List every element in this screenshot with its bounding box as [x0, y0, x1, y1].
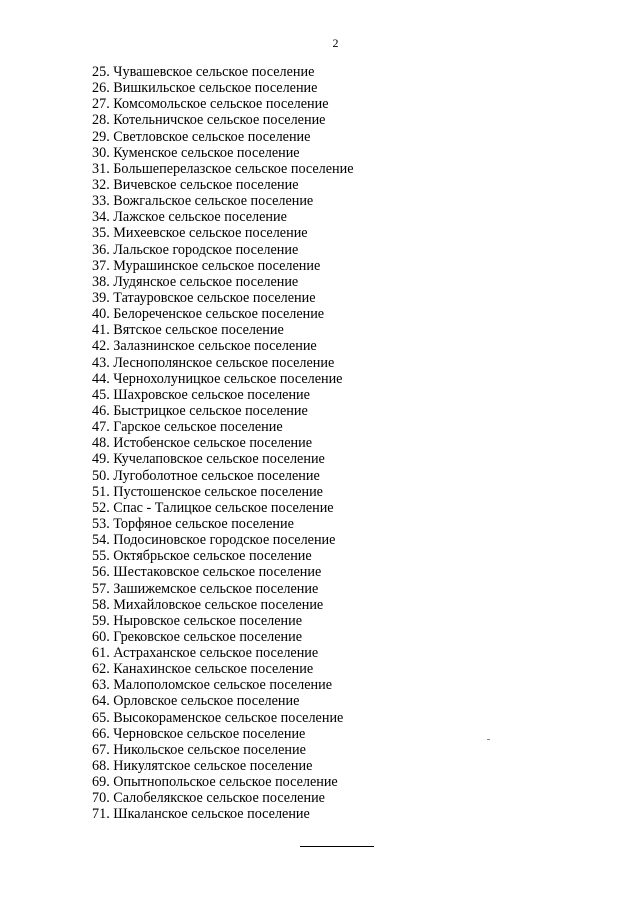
settlement-list-item: 56. Шестаковское сельское поселение [92, 564, 322, 581]
settlement-list-item: 50. Лугоболотное сельское поселение [92, 467, 320, 484]
settlement-list-item: 39. Татауровское сельское поселение [92, 289, 316, 306]
settlement-list-item: 26. Вишкильское сельское поселение [92, 80, 318, 97]
settlement-list-item: 32. Вичевское сельское поселение [92, 176, 299, 193]
settlement-list-item: 57. Зашижемское сельское поселение [92, 580, 319, 597]
settlement-list-item: 61. Астраханское сельское поселение [92, 645, 319, 662]
page-number: 2 [332, 36, 339, 50]
settlement-list-item: 45. Шахровское сельское поселение [92, 386, 310, 403]
settlement-list-item: 48. Истобенское сельское поселение [92, 435, 312, 452]
settlement-list-item: 28. Котельничское сельское поселение [92, 112, 326, 129]
settlement-list-item: 37. Мурашинское сельское поселение [92, 257, 321, 274]
end-divider-line [300, 846, 374, 847]
settlement-list-item: 62. Канахинское сельское поселение [92, 661, 314, 678]
settlement-list-item: 71. Шкаланское сельское поселение [92, 806, 310, 823]
settlement-list-item: 65. Высокораменское сельское поселение [92, 709, 344, 726]
settlement-list-item: 49. Кучелаповское сельское поселение [92, 451, 325, 468]
settlement-list-item: 41. Вятское сельское поселение [92, 322, 284, 339]
settlement-list-item: 66. Черновское сельское поселение [92, 725, 306, 742]
settlement-list-item: 36. Лальское городское поселение [92, 241, 299, 258]
settlement-list-item: 44. Чернохолуницкое сельское поселение [92, 370, 343, 387]
settlement-list-item: 58. Михайловское сельское поселение [92, 596, 324, 613]
settlement-list-item: 69. Опытнопольское сельское поселение [92, 774, 338, 791]
settlement-list-item: 54. Подосиновское городское поселение [92, 532, 336, 549]
settlement-list-item: 38. Лудянское сельское поселение [92, 273, 299, 290]
settlement-list-item: 68. Никулятское сельское поселение [92, 758, 313, 775]
settlement-list-item: 25. Чувашевское сельское поселение [92, 64, 315, 80]
settlement-list-item: 64. Орловское сельское поселение [92, 693, 300, 710]
settlement-list-item: 27. Комсомольское сельское поселение [92, 96, 329, 113]
settlement-list-item: 35. Михеевское сельское поселение [92, 225, 308, 242]
settlement-list-item: 47. Гарское сельское поселение [92, 419, 283, 436]
settlement-list-item: 40. Белореченское сельское поселение [92, 306, 325, 323]
settlement-list-item: 30. Куменское сельское поселение [92, 144, 300, 161]
settlement-list-item: 52. Спас - Талицкое сельское поселение [92, 499, 334, 516]
scan-speck [487, 739, 490, 740]
settlement-list-item: 43. Леснополянское сельское поселение [92, 354, 335, 371]
settlement-list-item: 42. Залазнинское сельское поселение [92, 338, 317, 355]
settlement-list-item: 29. Светловское сельское поселение [92, 128, 311, 145]
settlement-list-item: 67. Никольское сельское поселение [92, 741, 306, 758]
settlement-list-item: 55. Октябрьское сельское поселение [92, 548, 312, 565]
settlement-list-item: 34. Лажское сельское поселение [92, 209, 287, 226]
settlement-list-item: 59. Ныровское сельское поселение [92, 612, 303, 629]
settlement-list-item: 60. Грековское сельское поселение [92, 628, 303, 645]
settlement-list-item: 46. Быстрицкое сельское поселение [92, 402, 308, 419]
settlement-list [92, 64, 354, 823]
settlement-list-item: 33. Вожгальское сельское поселение [92, 193, 314, 210]
settlement-list-item: 51. Пустошенское сельское поселение [92, 483, 323, 500]
settlement-list-item: 70. Салобелякское сельское поселение [92, 790, 325, 807]
settlement-list-item: 53. Торфяное сельское поселение [92, 515, 294, 532]
settlement-list-item: 63. Малополомское сельское поселение [92, 677, 333, 694]
settlement-list-item: 31. Большеперелазское сельское поселение [92, 160, 354, 177]
